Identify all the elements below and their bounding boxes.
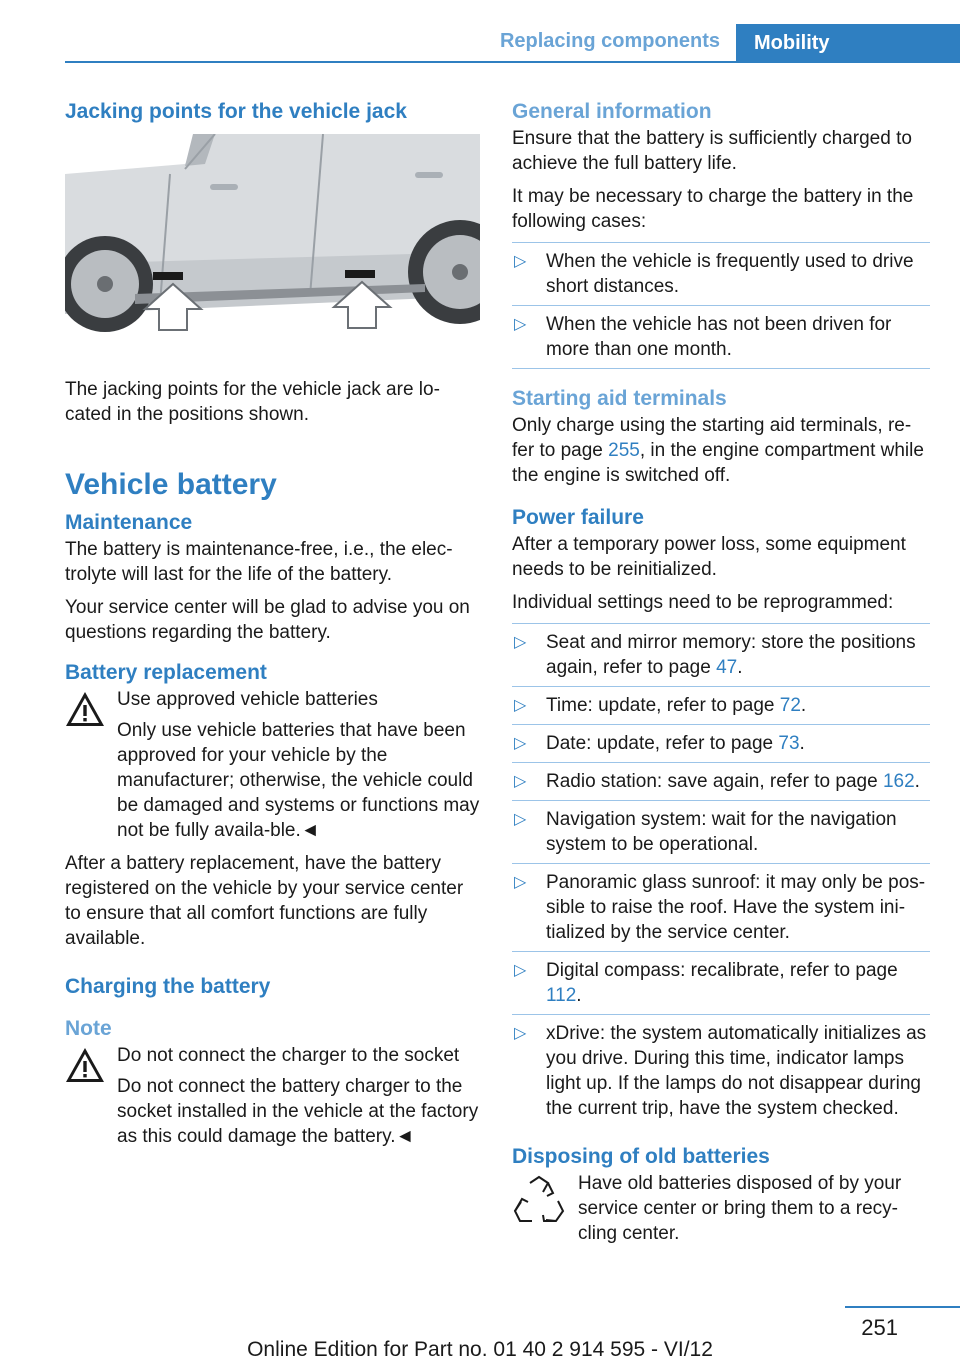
list-item: ▷ Panoramic glass sunroof: it may only be pos-sible to raise the roof. Have the system ini-tialized by the service center. <box>512 864 930 952</box>
general-information-heading: General information <box>512 100 712 123</box>
note-heading: Note <box>65 1017 112 1040</box>
page-number: 251 <box>861 1315 898 1340</box>
jacking-points-heading: Jacking points for the vehicle jack <box>65 100 407 123</box>
page-link[interactable]: 72 <box>779 695 801 716</box>
page-link[interactable]: 112 <box>546 985 577 1006</box>
recycle-icon <box>512 1175 566 1227</box>
jacking-points-text: The jacking points for the vehicle jack are lo-cated in the positions shown. <box>65 379 440 425</box>
left-column <box>65 98 483 1157</box>
power-failure-heading: Power failure <box>512 506 644 529</box>
warning-body: Do not connect the battery charger to the socket installed in the vehicle at the factory as this could damage the battery.◄ <box>117 1076 479 1147</box>
disposing-text: Have old batteries disposed of by your service center or bring them to a recy-cling center. <box>578 1173 902 1244</box>
footer-edition: Online Edition for Part no. 01 40 2 914 595 - VI/12 <box>247 1338 713 1361</box>
list-item: ▷ Seat and mirror memory: store the positions again, refer to page 47. <box>512 623 930 687</box>
charging-cases-list <box>512 242 930 369</box>
general-paragraph-1: Ensure that the battery is sufficiently charged to achieve the full battery life. <box>512 128 912 174</box>
header-chapter-tab: Mobility <box>736 24 960 62</box>
page-link[interactable]: 47 <box>716 657 738 678</box>
bullet-triangle-icon: ▷ <box>514 773 527 790</box>
starting-aid-paragraph: Only charge using the starting aid terminals, re-fer to page 255, in the engine compartment while the engine is switched off. <box>512 415 924 486</box>
header-rule <box>65 61 960 63</box>
page-link[interactable]: 255 <box>608 440 640 461</box>
warning-body: Only use vehicle batteries that have been approved for your vehicle by the manufacturer; otherwise, the vehicle could be damaged and systems or functions may not be fully availa-ble.◄ <box>117 720 480 841</box>
reprogram-settings-list <box>512 623 930 1127</box>
warning-charger-socket <box>65 1043 483 1149</box>
warning-triangle-icon <box>65 1047 105 1083</box>
list-item: ▷ Digital compass: recalibrate, refer to page 112. <box>512 952 930 1015</box>
maintenance-paragraph-2: Your service center will be glad to advise you on questions regarding the battery. <box>65 597 470 643</box>
page-link[interactable]: 73 <box>778 733 800 754</box>
starting-aid-terminals-heading: Starting aid terminals <box>512 387 727 410</box>
power-failure-paragraph-1: After a temporary power loss, some equipment needs to be reinitialized. <box>512 534 906 580</box>
battery-replacement-heading: Battery replacement <box>65 661 267 684</box>
bullet-triangle-icon: ▷ <box>514 735 527 752</box>
bullet-triangle-icon: ▷ <box>514 1025 527 1042</box>
list-item: ▷ Date: update, refer to page 73. <box>512 725 930 763</box>
maintenance-heading: Maintenance <box>65 511 193 534</box>
vehicle-jacking-illustration <box>65 134 480 349</box>
battery-replacement-paragraph: After a battery replacement, have the battery registered on the vehicle by your service center to ensure that all comfort functions are fully available. <box>65 853 464 949</box>
recycling-note <box>512 1171 930 1246</box>
warning-approved-batteries <box>65 687 483 843</box>
bullet-triangle-icon: ▷ <box>514 634 527 651</box>
right-column <box>512 98 930 1254</box>
list-item: ▷ xDrive: the system automatically initializes as you drive. During this time, indicator lamps light up. If the lamps do not disappear during the current trip, have the system checked. <box>514 1023 927 1119</box>
warning-triangle-icon <box>65 691 105 727</box>
list-item: ▷ Navigation system: wait for the navigation system to be operational. <box>512 801 930 864</box>
bullet-triangle-icon: ▷ <box>514 874 527 891</box>
page-number-rule <box>845 1306 960 1308</box>
general-paragraph-2: It may be necessary to charge the battery in the following cases: <box>512 186 914 232</box>
list-item: ▷ When the vehicle has not been driven for more than one month. <box>512 306 930 369</box>
list-item: ▷ Time: update, refer to page 72. <box>512 687 930 725</box>
charging-battery-heading: Charging the battery <box>65 975 271 998</box>
header-section-title: Replacing components <box>499 30 720 52</box>
vehicle-battery-heading: Vehicle battery <box>65 468 277 501</box>
bullet-triangle-icon: ▷ <box>514 253 527 270</box>
list-item: ▷ When the vehicle is frequently used to drive short distances. <box>512 242 930 306</box>
bullet-triangle-icon: ▷ <box>514 697 527 714</box>
page-link[interactable]: 162 <box>882 771 915 792</box>
list-item: ▷ Radio station: save again, refer to page 162. <box>512 763 930 801</box>
bullet-triangle-icon: ▷ <box>514 962 527 979</box>
warning-title: Use approved vehicle batteries <box>117 689 378 710</box>
bullet-triangle-icon: ▷ <box>514 316 527 333</box>
disposing-batteries-heading: Disposing of old batteries <box>512 1145 770 1168</box>
maintenance-paragraph-1: The battery is maintenance-free, i.e., the elec-trolyte will last for the life of the battery. <box>65 539 453 585</box>
bullet-triangle-icon: ▷ <box>514 811 527 828</box>
power-failure-paragraph-2: Individual settings need to be reprogrammed: <box>512 592 894 613</box>
warning-title: Do not connect the charger to the socket <box>117 1045 460 1066</box>
